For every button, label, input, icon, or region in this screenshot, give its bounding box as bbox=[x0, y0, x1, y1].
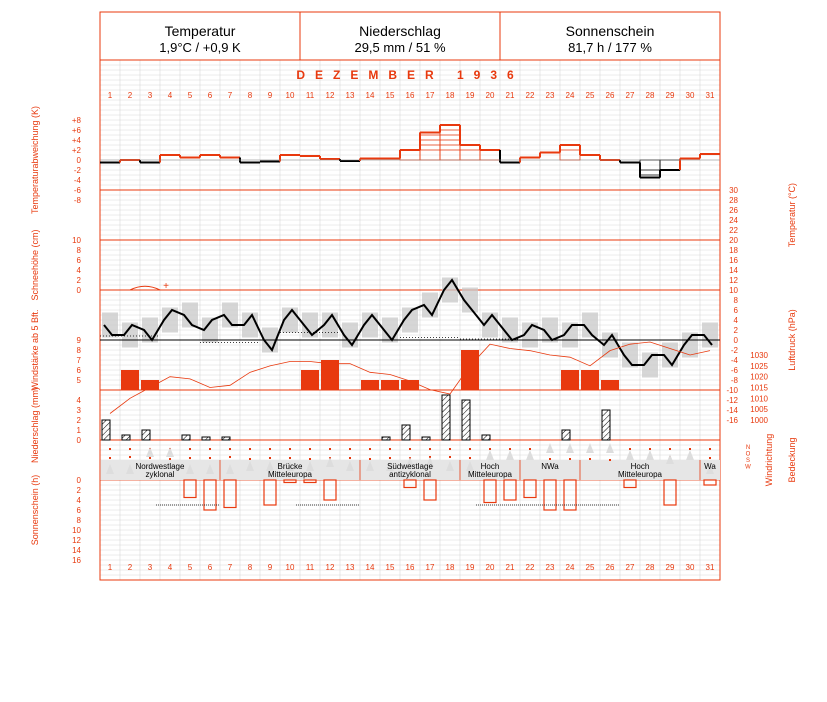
tick-temp: -6 bbox=[730, 366, 738, 375]
tick-temp: -4 bbox=[730, 356, 738, 365]
tick-sun: 10 bbox=[72, 526, 81, 535]
day-number-top: 14 bbox=[365, 91, 375, 100]
tick-temp: 14 bbox=[729, 266, 738, 275]
day-number-top: 15 bbox=[385, 91, 395, 100]
day-number-bottom: 11 bbox=[305, 563, 315, 572]
tick-pressure: 1000 bbox=[750, 416, 768, 425]
tick-wind-dir: S bbox=[745, 458, 751, 464]
precipitation-bar bbox=[182, 435, 190, 440]
tick-temp: 10 bbox=[729, 286, 738, 295]
wind-direction-mark bbox=[606, 443, 614, 453]
day-number-bottom: 4 bbox=[167, 563, 173, 572]
day-number-top: 26 bbox=[605, 91, 615, 100]
day-number-top: 19 bbox=[465, 91, 475, 100]
wind-direction-mark bbox=[166, 447, 174, 457]
day-number-top: 29 bbox=[665, 91, 675, 100]
day-number-top: 20 bbox=[485, 91, 495, 100]
cloud-cover-mark bbox=[309, 448, 311, 450]
day-number-bottom: 14 bbox=[365, 563, 375, 572]
tick-snow: 10 bbox=[72, 236, 81, 245]
sunshine-bar bbox=[484, 480, 496, 503]
day-number-top: 5 bbox=[187, 91, 193, 100]
axis-label-right: Bedeckung bbox=[787, 437, 797, 483]
day-number-bottom: 27 bbox=[625, 563, 635, 572]
day-number-bottom: 15 bbox=[385, 563, 395, 572]
axis-label-left: Schneehöhe (cm) bbox=[30, 229, 40, 301]
tick-temp: 30 bbox=[729, 186, 738, 195]
regime-label: Hoch bbox=[480, 462, 500, 471]
tick-temp: 28 bbox=[729, 196, 738, 205]
cloud-cover-mark bbox=[349, 457, 351, 459]
temp-anomaly-box bbox=[420, 133, 440, 161]
cloud-cover-mark bbox=[129, 456, 131, 458]
day-number-top: 8 bbox=[247, 91, 253, 100]
cloud-cover-mark bbox=[229, 456, 231, 458]
cloud-cover-mark bbox=[469, 457, 471, 459]
day-number-bottom: 24 bbox=[565, 563, 575, 572]
tick-sun: 2 bbox=[76, 486, 81, 495]
temp-anomaly-box bbox=[460, 145, 480, 160]
cloud-cover-mark bbox=[669, 448, 671, 450]
tick-temp: 6 bbox=[733, 306, 738, 315]
day-number-bottom: 21 bbox=[505, 563, 515, 572]
cloud-cover-mark bbox=[469, 448, 471, 450]
cloud-cover-mark bbox=[109, 448, 111, 450]
tick-temp: 24 bbox=[729, 216, 738, 225]
snow-marker: + bbox=[163, 281, 169, 292]
tick-wind-dir: O bbox=[745, 451, 751, 458]
precipitation-bar bbox=[202, 437, 210, 440]
tick-wind: 7 bbox=[76, 356, 81, 365]
sunshine-bar bbox=[624, 480, 636, 488]
temp-anomaly-box bbox=[560, 145, 580, 160]
tick-precip: 2 bbox=[76, 416, 81, 425]
cloud-cover-mark bbox=[249, 448, 251, 450]
cloud-cover-mark bbox=[709, 448, 711, 450]
tick-precip: 0 bbox=[76, 436, 81, 445]
tick-temp: -10 bbox=[726, 386, 738, 395]
day-number-top: 3 bbox=[147, 91, 153, 100]
cloud-cover-mark bbox=[409, 448, 411, 450]
tick-pressure: 1020 bbox=[750, 372, 768, 382]
sunshine-bar bbox=[704, 480, 716, 485]
wind-force-bar bbox=[361, 380, 379, 390]
tick-snow: 2 bbox=[76, 276, 81, 285]
cloud-cover-mark bbox=[309, 458, 311, 460]
tick-temp: 2 bbox=[733, 326, 738, 335]
tick-sun: 12 bbox=[72, 536, 81, 545]
cloud-cover-mark bbox=[609, 459, 611, 461]
tick-sun: 16 bbox=[72, 556, 81, 565]
header-sunshine-title: Sonnenschein bbox=[565, 23, 655, 39]
cloud-cover-mark bbox=[449, 456, 451, 458]
precipitation-bar bbox=[562, 430, 570, 440]
tick-temp-dev: -8 bbox=[73, 196, 81, 205]
tick-precip: 3 bbox=[76, 406, 81, 415]
tick-sun: 14 bbox=[72, 546, 81, 555]
day-number-top: 10 bbox=[285, 91, 295, 100]
day-number-bottom: 8 bbox=[247, 563, 253, 572]
sunshine-bar bbox=[224, 480, 236, 508]
day-number-top: 7 bbox=[227, 91, 233, 100]
axis-label-left: Niederschlag (mm) bbox=[30, 386, 40, 464]
regime-label: Wa bbox=[704, 462, 716, 471]
regime-sublabel: zyklonal bbox=[145, 470, 175, 479]
cloud-cover-mark bbox=[529, 448, 531, 450]
tick-snow: 4 bbox=[76, 266, 81, 275]
tick-temp: 16 bbox=[729, 256, 738, 265]
precipitation-bar bbox=[102, 420, 110, 440]
cloud-cover-mark bbox=[689, 448, 691, 450]
axis-label-right: Luftdruck (hPa) bbox=[787, 309, 797, 371]
tick-snow: 0 bbox=[76, 286, 81, 295]
cloud-cover-mark bbox=[169, 458, 171, 460]
chart-marks bbox=[100, 125, 720, 510]
day-number-top: 2 bbox=[127, 91, 133, 100]
day-number-bottom: 6 bbox=[207, 563, 213, 572]
day-number-top: 13 bbox=[345, 91, 355, 100]
wind-direction-mark bbox=[546, 443, 554, 453]
day-number-top: 23 bbox=[545, 91, 555, 100]
tick-snow: 6 bbox=[76, 256, 81, 265]
tick-pressure: 1010 bbox=[750, 394, 768, 404]
header-temperature-value: 1,9°C / +0,9 K bbox=[159, 40, 241, 55]
tick-temp: -2 bbox=[730, 346, 738, 355]
cloud-cover-mark bbox=[709, 457, 711, 459]
day-number-bottom: 29 bbox=[665, 563, 675, 572]
cloud-cover-mark bbox=[149, 457, 151, 459]
tick-temp-dev: -6 bbox=[73, 186, 81, 195]
tick-temp: 22 bbox=[729, 226, 738, 235]
tick-sun: 8 bbox=[76, 516, 81, 525]
precipitation-bar bbox=[142, 430, 150, 440]
day-number-top: 4 bbox=[167, 91, 173, 100]
precipitation-bar bbox=[482, 435, 490, 440]
wind-force-bar bbox=[141, 380, 159, 390]
day-number-top: 22 bbox=[525, 91, 535, 100]
precipitation-bar bbox=[382, 437, 390, 440]
day-number-top: 6 bbox=[207, 91, 213, 100]
day-number-bottom: 2 bbox=[127, 563, 133, 572]
cloud-cover-mark bbox=[349, 448, 351, 450]
day-number-bottom: 18 bbox=[445, 563, 455, 572]
tick-temp: 0 bbox=[733, 336, 738, 345]
cloud-cover-mark bbox=[289, 457, 291, 459]
cloud-cover-mark bbox=[209, 448, 211, 450]
axis-label-left: Sonnenschein (h) bbox=[30, 474, 40, 546]
tick-temp: 20 bbox=[729, 236, 738, 245]
tick-temp-dev: +2 bbox=[71, 146, 81, 155]
tick-pressure: 1015 bbox=[750, 383, 768, 393]
day-number-top: 12 bbox=[325, 91, 335, 100]
sunshine-bar bbox=[664, 480, 676, 505]
header-temperature-title: Temperatur bbox=[164, 23, 236, 39]
tick-temp: 26 bbox=[729, 206, 738, 215]
precipitation-bar bbox=[442, 395, 450, 440]
tick-temp: 12 bbox=[729, 276, 738, 285]
day-number-bottom: 25 bbox=[585, 563, 595, 572]
cloud-cover-mark bbox=[629, 448, 631, 450]
tick-wind-dir: N bbox=[745, 445, 751, 451]
wind-force-bar bbox=[581, 370, 599, 390]
month-title: DEZEMBER 1936 bbox=[296, 68, 524, 82]
wind-force-bar bbox=[401, 380, 419, 390]
precipitation-bar bbox=[122, 435, 130, 440]
tick-precip: 4 bbox=[76, 396, 81, 405]
cloud-cover-mark bbox=[369, 448, 371, 450]
tick-temp-dev: 0 bbox=[76, 156, 81, 165]
day-number-bottom: 17 bbox=[425, 563, 435, 572]
regime-label: Hoch bbox=[630, 462, 650, 471]
cloud-cover-mark bbox=[249, 458, 251, 460]
regime-label: NWa bbox=[541, 462, 559, 471]
day-number-bottom: 7 bbox=[227, 563, 233, 572]
day-number-top: 27 bbox=[625, 91, 635, 100]
wind-direction-mark bbox=[566, 443, 574, 453]
day-number-top: 28 bbox=[645, 91, 655, 100]
wind-force-bar bbox=[321, 360, 339, 390]
day-number-top: 21 bbox=[505, 91, 515, 100]
tick-precip: 1 bbox=[76, 426, 81, 435]
regime-sublabel: antizyklonal bbox=[389, 470, 431, 479]
regime-sublabel: Mitteleuropa bbox=[617, 470, 663, 479]
tick-wind: 6 bbox=[76, 366, 81, 375]
day-number-bottom: 26 bbox=[605, 563, 615, 572]
tick-sun: 4 bbox=[76, 496, 81, 505]
tick-temp: -12 bbox=[726, 396, 738, 405]
tick-pressure: 1005 bbox=[750, 405, 768, 415]
day-number-top: 25 bbox=[585, 91, 595, 100]
day-number-top: 30 bbox=[685, 91, 695, 100]
sunshine-bar bbox=[284, 480, 296, 483]
precipitation-bar bbox=[462, 400, 470, 440]
cloud-cover-mark bbox=[269, 457, 271, 459]
header-sunshine-value: 81,7 h / 177 % bbox=[568, 40, 652, 55]
tick-temp-dev: +6 bbox=[71, 126, 81, 135]
cloud-cover-mark bbox=[389, 448, 391, 450]
tick-temp-dev: -2 bbox=[73, 166, 81, 175]
tick-temp: 8 bbox=[733, 296, 738, 305]
tick-wind: 5 bbox=[76, 376, 81, 385]
day-number-bottom: 16 bbox=[405, 563, 415, 572]
tick-temp: 18 bbox=[729, 246, 738, 255]
tick-wind: 9 bbox=[76, 336, 81, 345]
day-number-bottom: 22 bbox=[525, 563, 535, 572]
sunshine-bar bbox=[304, 480, 316, 483]
day-number-bottom: 30 bbox=[685, 563, 695, 572]
day-number-bottom: 19 bbox=[465, 563, 475, 572]
cloud-cover-mark bbox=[109, 457, 111, 459]
tick-temp-dev: +8 bbox=[71, 116, 81, 125]
cloud-cover-mark bbox=[509, 448, 511, 450]
day-number-bottom: 31 bbox=[705, 563, 715, 572]
cloud-cover-mark bbox=[329, 448, 331, 450]
wind-force-bar bbox=[381, 380, 399, 390]
regime-label: Brücke bbox=[277, 462, 303, 471]
axis-label-left: Windstärke ab 5 Bft. bbox=[30, 309, 40, 391]
day-number-bottom: 9 bbox=[267, 563, 273, 572]
axis-label-right: Windrichtung bbox=[764, 433, 774, 487]
cloud-cover-mark bbox=[429, 448, 431, 450]
tick-pressure: 1025 bbox=[750, 361, 768, 371]
day-number-top: 16 bbox=[405, 91, 415, 100]
day-number-top: 9 bbox=[267, 91, 273, 100]
cloud-cover-mark bbox=[289, 448, 291, 450]
day-number-top: 24 bbox=[565, 91, 575, 100]
tick-wind: 8 bbox=[76, 346, 81, 355]
day-number-bottom: 1 bbox=[107, 563, 113, 572]
tick-sun: 6 bbox=[76, 506, 81, 515]
sunshine-bar bbox=[264, 480, 276, 505]
tick-sun: 0 bbox=[76, 476, 81, 485]
day-number-bottom: 20 bbox=[485, 563, 495, 572]
cloud-cover-mark bbox=[449, 448, 451, 450]
cloud-cover-mark bbox=[569, 458, 571, 460]
regime-sublabel: Mitteleuropa bbox=[467, 470, 513, 479]
tick-temp: -16 bbox=[726, 416, 738, 425]
day-number-bottom: 28 bbox=[645, 563, 655, 572]
cloud-cover-mark bbox=[389, 457, 391, 459]
day-number-bottom: 5 bbox=[187, 563, 193, 572]
wind-force-bar bbox=[301, 370, 319, 390]
wind-direction-mark bbox=[586, 443, 594, 453]
cloud-cover-mark bbox=[589, 458, 591, 460]
sunshine-bar bbox=[404, 480, 416, 488]
axis-label-left: Temperaturabweichung (K) bbox=[30, 105, 40, 215]
tick-temp: -8 bbox=[730, 376, 738, 385]
snow-depth-curve bbox=[130, 286, 160, 290]
day-number-top: 11 bbox=[305, 91, 315, 100]
tick-temp: 4 bbox=[733, 316, 738, 325]
tick-snow: 8 bbox=[76, 246, 81, 255]
day-number-bottom: 12 bbox=[325, 563, 335, 572]
precipitation-bar bbox=[422, 437, 430, 440]
cloud-cover-mark bbox=[229, 448, 231, 450]
cloud-cover-mark bbox=[189, 448, 191, 450]
cloud-cover-mark bbox=[489, 448, 491, 450]
tick-temp-dev: -4 bbox=[73, 176, 81, 185]
tick-pressure: 1030 bbox=[750, 351, 768, 360]
regime-sublabel: Mitteleuropa bbox=[267, 470, 313, 479]
cloud-cover-mark bbox=[129, 448, 131, 450]
cloud-cover-mark bbox=[209, 457, 211, 459]
day-number-bottom: 10 bbox=[285, 563, 295, 572]
tick-wind-dir: W bbox=[745, 464, 751, 471]
regime-label: Südwestlage bbox=[387, 462, 433, 471]
cloud-cover-mark bbox=[649, 448, 651, 450]
day-number-bottom: 3 bbox=[147, 563, 153, 572]
cloud-cover-mark bbox=[269, 448, 271, 450]
day-number-top: 17 bbox=[425, 91, 435, 100]
tick-temp: -14 bbox=[726, 406, 738, 415]
wind-force-bar bbox=[461, 350, 479, 390]
header-precipitation-value: 29,5 mm / 51 % bbox=[354, 40, 446, 55]
regime-label: Nordwestlage bbox=[135, 462, 185, 471]
day-number-top: 18 bbox=[445, 91, 455, 100]
day-number-top: 1 bbox=[107, 91, 113, 100]
precipitation-bar bbox=[222, 437, 230, 440]
precipitation-bar bbox=[602, 410, 610, 440]
wind-force-bar bbox=[601, 380, 619, 390]
wind-force-bar bbox=[121, 370, 139, 390]
wind-force-bar bbox=[561, 370, 579, 390]
wind-direction-mark bbox=[146, 447, 154, 457]
tick-temp-dev: +4 bbox=[71, 136, 81, 145]
day-number-bottom: 13 bbox=[345, 563, 355, 572]
axis-label-right: Temperatur (°C) bbox=[787, 182, 797, 248]
day-number-bottom: 23 bbox=[545, 563, 555, 572]
cloud-cover-mark bbox=[189, 457, 191, 459]
precipitation-bar bbox=[402, 425, 410, 440]
cloud-cover-mark bbox=[549, 458, 551, 460]
wind-direction-mark bbox=[666, 454, 674, 464]
day-number-top: 31 bbox=[705, 91, 715, 100]
header-precipitation-title: Niederschlag bbox=[359, 23, 441, 39]
cloud-cover-mark bbox=[369, 458, 371, 460]
